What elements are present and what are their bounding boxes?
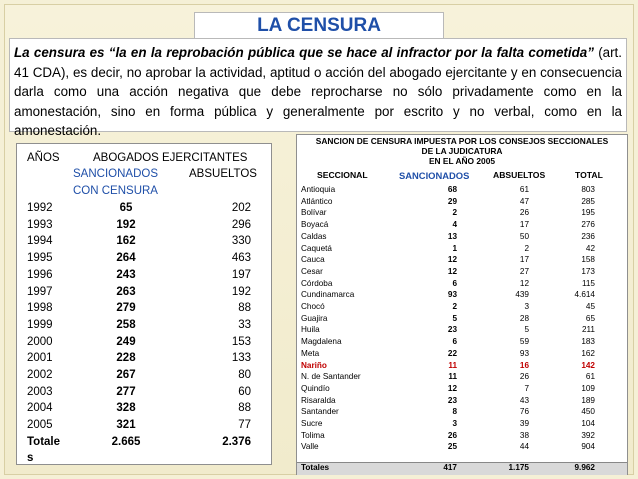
abs-cell: 59 [519,337,529,347]
abs-cell: 296 [231,218,251,231]
total-cell: 392 [581,430,595,440]
seccional-cell: Nariño [301,360,327,370]
abs-cell: 16 [519,360,529,370]
total-cell: 211 [581,325,595,335]
total-cell: 285 [581,196,595,206]
total-cell: 42 [585,243,595,253]
total-cell: 450 [581,407,595,417]
censure-title-line2: DE LA JUDICATURA [421,146,503,156]
total-label: Totale [27,436,61,448]
table-row [297,185,627,196]
seccional-cell: Huila [301,325,320,335]
sanc-cell: 249 [116,335,136,348]
total-cell: 904 [581,442,595,452]
total-cell: 109 [581,383,595,393]
col-sanc-header-2: CON CENSURA [73,185,158,197]
table-row [297,302,627,313]
abs-cell: 39 [519,419,529,428]
sanc-cell: 243 [116,268,136,281]
sanc-cell: 328 [116,402,136,415]
abs-cell: 43 [519,395,529,405]
table-row [297,208,627,219]
table-row [297,220,627,231]
col-sanc-header-1: SANCIONADOS [73,168,158,180]
seccional-cell: Valle [301,442,319,452]
abs-cell: 153 [231,335,251,348]
seccional-cell: Antioquia [301,185,336,194]
col-abs-header: ABSUELTOS [189,168,257,180]
abs-cell: 192 [231,285,251,298]
year-cell: 2002 [27,369,53,381]
total-cell: 4.614 [574,290,595,300]
sanc-cell: 263 [116,285,136,298]
abs-cell: 50 [519,231,529,241]
censure-table [296,134,628,475]
year-cell: 1992 [27,202,53,214]
sanc-cell: 11 [448,360,457,370]
year-cell: 2005 [27,419,53,432]
seccional-cell: Tolima [301,430,325,440]
sanc-cell: 12 [447,266,457,276]
censure-header-row [297,170,627,182]
intro-rest: (art. 41 CDA), es decir, no aprobar la actividad, aptitud o acción del abogado ejercitante y en consecuencia darla como una acción negativa que debe reprocharse no sólo privadamente como en la amonestación, sino en forma pública y generalmente por escrito y no verbal, como en la amonestación. [14,45,623,138]
table-row [297,255,627,266]
sanc-cell: 23 [447,395,457,405]
abs-cell: 202 [231,202,251,214]
abs-cell: 463 [231,252,251,265]
col-seccional: SECCIONAL [317,170,368,180]
totals-abs: 1.175 [508,463,529,472]
total-cell: 162 [581,348,595,358]
seccional-cell: Meta [301,348,320,358]
sanc-cell: 321 [116,419,136,432]
sanc-cell: 6 [452,337,457,347]
year-cell: 2000 [27,335,53,348]
abs-cell: 26 [519,372,529,382]
abs-cell: 93 [519,348,529,358]
total-cell: 158 [581,255,595,265]
censure-title-line1: SANCION DE CENSURA IMPUESTA POR LOS CONSEJOS SECCIONALES [315,136,609,146]
intro-quote: La censura es “la en la reprobación pública que se hace al infractor por la falta cometida” [14,45,594,60]
totals-sanc: 417 [443,463,457,472]
totals-row [297,462,627,475]
abs-cell: 88 [238,402,251,415]
abs-cell: 3 [524,302,529,311]
year-cell: 1995 [27,252,53,265]
total-cell: 45 [585,302,595,311]
seccional-cell: Cauca [301,255,325,265]
totals-label: Totales [301,463,330,472]
group-header: ABOGADOS EJERCITANTES [93,152,248,164]
seccional-cell: Cundinamarca [301,290,355,300]
abs-cell: 47 [519,196,529,206]
sanc-cell: 277 [116,385,136,398]
table-row [297,314,627,325]
abs-cell: 197 [231,268,251,281]
abs-cell: 33 [238,318,251,331]
abs-cell: 38 [519,430,529,440]
sanc-cell: 279 [116,302,136,315]
abs-cell: 439 [515,290,529,300]
abs-cell: 133 [231,352,251,365]
total-abs: 2.376 [222,436,251,448]
abs-cell: 12 [519,278,529,288]
seccional-cell: Cesar [301,266,323,276]
seccional-cell: Córdoba [301,278,333,288]
year-cell: 1997 [27,285,53,298]
abs-cell: 88 [238,302,251,315]
abs-cell: 5 [524,325,529,335]
col-total: TOTAL [575,170,603,180]
sanc-cell: 68 [447,185,457,194]
totals-row-content [297,463,627,474]
seccional-cell: Guajira [301,313,328,323]
seccional-cell: Santander [301,407,339,417]
col-years-header: AÑOS [27,152,60,164]
sanc-cell: 25 [447,442,457,452]
col-sanc: SANCIONADOS [399,170,470,181]
seccional-cell: Quindío [301,383,330,393]
table-row [297,407,627,418]
table-row [297,232,627,243]
table-row [297,349,627,360]
abs-cell: 80 [238,369,251,381]
col-abs: ABSUELTOS [493,170,546,180]
sanc-cell: 3 [452,419,457,428]
sanc-cell: 65 [119,202,133,214]
year-cell: 1993 [27,218,53,231]
total-cell: 104 [581,419,595,428]
sanc-cell: 1 [452,243,457,253]
sanc-cell: 258 [116,318,136,331]
total-cell: 61 [585,372,595,382]
table-row [297,372,627,383]
table-row [297,384,627,395]
seccional-cell: Bolívar [301,208,327,218]
abs-cell: 28 [519,313,529,323]
lawyers-table [16,143,272,465]
seccional-cell: N. de Santander [301,372,361,382]
title-box [194,12,444,40]
seccional-cell: Atlántico [301,196,333,206]
sanc-cell: 2 [452,302,457,311]
seccional-cell: Sucre [301,419,323,428]
slide-title: LA CENSURA [257,15,381,36]
abs-cell: 7 [524,383,529,393]
sanc-cell: 192 [116,218,136,231]
abs-cell: 76 [519,407,529,417]
sanc-cell: 4 [452,220,457,230]
sanc-cell: 29 [447,196,457,206]
sanc-cell: 11 [448,372,457,382]
table-row [297,244,627,255]
table-row [297,419,627,430]
table-row [297,290,627,301]
total-cell: 276 [581,220,595,230]
total-label-cont: s [27,452,34,464]
total-sanc: 2.665 [111,436,141,448]
total-cell: 189 [581,395,595,405]
abs-cell: 27 [519,266,529,276]
sanc-cell: 12 [447,383,457,393]
sanc-cell: 13 [447,231,457,241]
censure-table-title [297,136,627,166]
seccional-cell: Boyacá [301,220,329,230]
year-cell: 1998 [27,302,53,315]
table-row [297,267,627,278]
abs-cell: 44 [519,442,529,452]
sanc-cell: 26 [447,430,457,440]
seccional-cell: Chocó [301,302,325,311]
abs-cell: 77 [238,419,251,432]
table-row [297,197,627,208]
abs-cell: 26 [519,208,529,218]
table-row [297,442,627,453]
total-cell: 236 [581,231,595,241]
sanc-cell: 6 [452,278,457,288]
seccional-cell: Magdalena [301,337,342,347]
abs-cell: 2 [524,243,529,253]
sanc-cell: 8 [452,407,457,417]
total-cell: 173 [581,266,595,276]
abs-cell: 61 [519,185,529,194]
intro-paragraph [9,38,627,138]
table-row-total-cont [17,449,271,468]
sanc-cell: 228 [116,352,136,365]
abs-cell: 17 [519,220,529,230]
total-cell: 195 [581,208,595,218]
abs-cell: 330 [231,235,251,248]
year-cell: 2003 [27,385,53,398]
censure-title-line3: EN EL AÑO 2005 [428,156,496,166]
table-row [297,325,627,336]
total-cell: 142 [581,360,595,370]
table-row [297,396,627,407]
sanc-cell: 12 [447,255,457,265]
sanc-cell: 264 [116,252,136,265]
total-cell: 803 [581,185,595,194]
sanc-cell: 23 [447,325,457,335]
table-row [297,279,627,290]
year-cell: 2004 [27,402,53,415]
sanc-cell: 93 [447,290,457,300]
table-row [297,337,627,348]
sanc-cell: 5 [452,313,457,323]
sanc-cell: 267 [116,369,136,381]
sanc-cell: 2 [452,208,457,218]
total-cell: 65 [585,313,595,323]
abs-cell: 60 [238,385,251,398]
table-row [297,361,627,372]
seccional-cell: Risaralda [301,395,336,405]
sanc-cell: 162 [116,235,136,248]
year-cell: 2001 [27,352,53,365]
table-row [297,431,627,442]
seccional-cell: Caquetá [301,243,332,253]
seccional-cell: Caldas [301,231,327,241]
year-cell: 1996 [27,268,53,281]
total-cell: 115 [581,278,595,288]
abs-cell: 17 [519,255,529,265]
total-cell: 183 [581,337,595,347]
year-cell: 1994 [27,235,53,248]
totals-tot: 9.962 [574,463,595,472]
year-cell: 1999 [27,318,53,331]
sanc-cell: 22 [447,348,457,358]
